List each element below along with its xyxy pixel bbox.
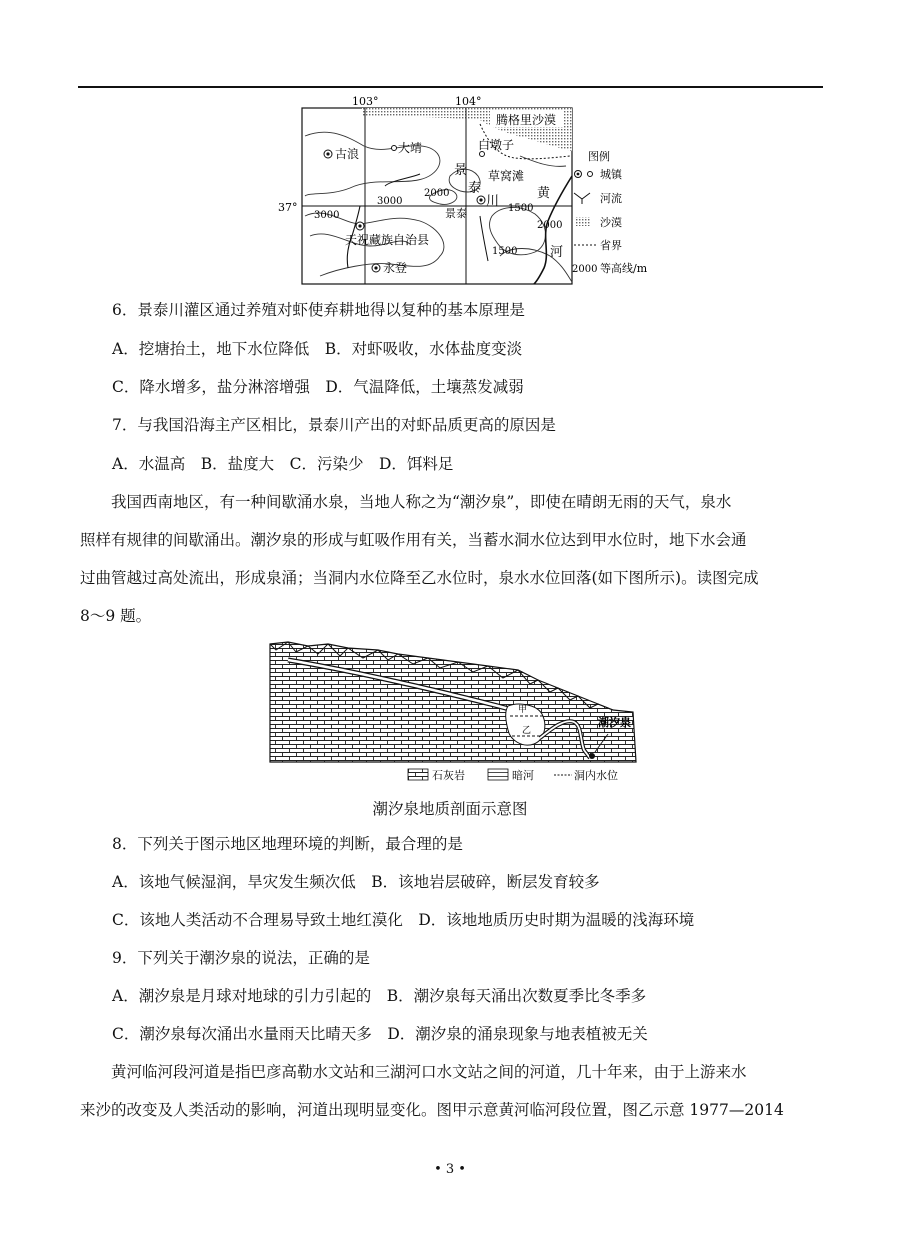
label-yi-level: 乙 [522, 726, 532, 736]
passage-1-line: 照样有规律的间歇涌出。潮汐泉的形成与虹吸作用有关，当蓄水洞水位达到甲水位时，地下水会通 [80, 531, 747, 549]
legend-title: 图例 [588, 150, 610, 163]
lon-label-103: 103° [352, 95, 379, 108]
question-9-options-ab: A．潮汐泉是月球对地球的引力引起的 B．潮汐泉每天涌出次数夏季比冬季多 [112, 987, 647, 1005]
question-8-options-cd: C．该地人类活动不合理易导致土地红漠化 D．该地地质历史时期为温暖的浅海环境 [112, 911, 695, 929]
label-baidunzi: 白墩子 [478, 138, 515, 152]
passage-2-line: 黄河临河段河道是指巴彦高勒水文站和三湖河口水文站之间的河道，几十年来，由于上游来水 [80, 1063, 747, 1081]
top-rule [78, 86, 823, 88]
passage-1-line: 8～9 题。 [80, 607, 152, 625]
question-6-stem: 6．景泰川灌区通过养殖对虾使弃耕地得以复种的基本原理是 [112, 301, 525, 319]
contour-label: 2000 [424, 188, 450, 199]
question-9-stem: 9．下列关于潮汐泉的说法，正确的是 [112, 949, 370, 967]
legend-desert: 沙漠 [600, 216, 622, 229]
label-tai-char: 泰 [468, 181, 482, 196]
page-number: • 3 • [434, 1162, 466, 1177]
label-tidal-spring: 潮汐泉 [598, 716, 631, 729]
label-dajing: 大靖 [398, 141, 423, 155]
legend-boundary: 省界 [600, 239, 622, 252]
tidal-spring-section-diagram [268, 640, 640, 785]
label-tengger-desert: 腾格里沙漠 [496, 113, 557, 127]
contour-label: 3000 [314, 210, 340, 221]
jingtaichuan-map [278, 95, 680, 288]
label-jing-char: 景 [454, 163, 468, 178]
question-9-options-cd: C．潮汐泉每次涌出水量雨天比晴天多 D．潮汐泉的涌泉现象与地表植被无关 [112, 1025, 648, 1043]
contour-label: 2000 [537, 220, 563, 231]
contour-label: 1500 [492, 246, 518, 257]
question-7-options: A．水温高 B．盐度大 C．污染少 D．饵料足 [112, 455, 454, 473]
legend-limestone: 石灰岩 [432, 769, 465, 782]
lat-label-37: 37° [278, 201, 298, 214]
contour-label: 1500 [508, 203, 534, 214]
passage-1-line: 我国西南地区，有一种间歇涌水泉，当地人称之为“潮汐泉”，即使在晴朗无雨的天气，泉水 [80, 493, 732, 511]
question-7-stem: 7．与我国沿海主产区相比，景泰川产出的对虾品质更高的原因是 [112, 416, 556, 434]
question-6-options-ab: A．挖塘抬土，地下水位降低 B．对虾吸收，水体盐度变淡 [112, 340, 523, 358]
legend-underground-river: 暗河 [512, 769, 534, 782]
contour-label: 3000 [377, 196, 403, 207]
lon-label-104: 104° [455, 95, 482, 108]
legend-contour: 等高线/m [600, 262, 648, 275]
label-tianzhu: 天祝藏族自治县 [345, 233, 430, 247]
label-caowotan: 草窝滩 [488, 169, 525, 183]
label-gulang: 古浪 [335, 147, 360, 161]
legend-water-level: 洞内水位 [574, 769, 618, 782]
label-he-char: 河 [550, 245, 564, 260]
question-8-options-ab: A．该地气候湿润，旱灾发生频次低 B．该地岩层破碎，断层发育较多 [112, 873, 600, 891]
question-8-stem: 8．下列关于图示地区地理环境的判断，最合理的是 [112, 835, 463, 853]
legend-city: 城镇 [600, 168, 622, 181]
legend-river: 河流 [600, 192, 622, 205]
label-chuan-char: 川 [486, 194, 500, 209]
label-yongdeng: 永登 [383, 261, 408, 275]
label-jia-level: 甲 [518, 705, 528, 715]
passage-2-line: 来沙的改变及人类活动的影响，河道出现明显变化。图甲示意黄河临河段位置，图乙示意 1977—2014 [80, 1101, 784, 1119]
legend-contour-sample: 2000 [572, 264, 598, 275]
figure-caption: 潮汐泉地质剖面示意图 [372, 800, 528, 818]
label-huang-char: 黄 [537, 186, 551, 201]
label-jingtai: 景泰 [445, 207, 467, 220]
question-6-options-cd: C．降水增多，盐分淋溶增强 D．气温降低，土壤蒸发减弱 [112, 378, 524, 396]
passage-1-line: 过曲管越过高处流出，形成泉涌；当洞内水位降至乙水位时，泉水水位回落(如下图所示)。读图完成 [80, 569, 759, 587]
